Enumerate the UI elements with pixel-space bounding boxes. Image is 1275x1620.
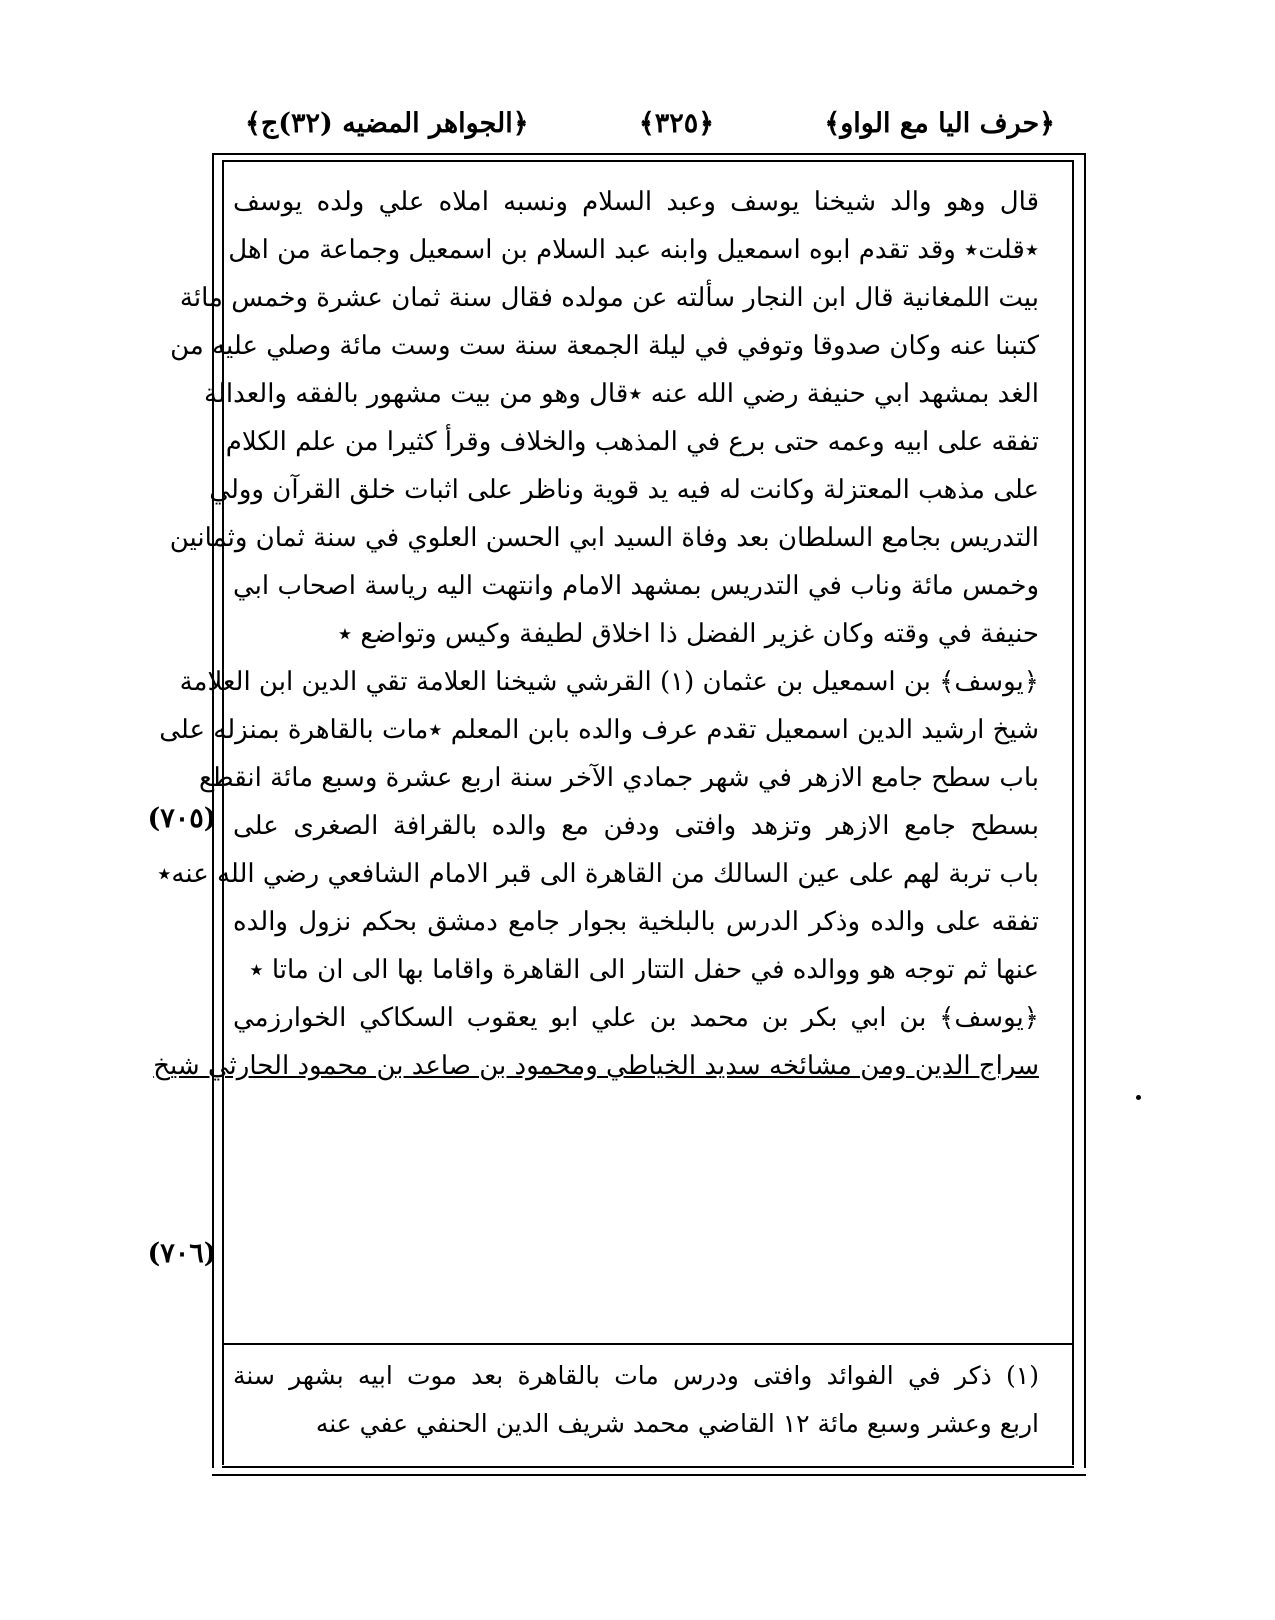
bottom-rule-outer — [212, 1474, 1086, 1476]
body-line: تفقه على والده وذكر الدرس بالبلخية بجوار جامع دمشق بحكم نزول والده — [233, 907, 1039, 937]
body-line: وخمس مائة وناب في التدريس بمشهد الامام وانتهت اليه رياسة اصحاب ابي — [233, 571, 1039, 601]
top-rule-outer — [212, 153, 1084, 155]
body-line: كتبنا عنه وكان صدوقا وتوفي في ليلة الجمعة سنة ست وست مائة وصلي عليه من — [170, 331, 1039, 361]
top-rule-inner — [222, 160, 1072, 162]
header-section-title: ﴿حرف اليا مع الواو﴾ — [824, 107, 1055, 139]
right-border-outer — [1084, 153, 1086, 1468]
footnote-line: اربع وعشر وسبع مائة ١٢ القاضي محمد شريف الدين الحنفي عفي عنه — [315, 1409, 1039, 1438]
body-line: بيت اللمغانية قال ابن النجار سألته عن مولده فقال سنة ثمان عشرة وخمس مائة — [179, 283, 1039, 313]
entry-number-706: (٧٠٦) — [147, 1238, 217, 1269]
body-line: باب سطح جامع الازهر في شهر جمادي الآخر سنة اربع عشرة وسبع مائة انقطع — [199, 763, 1039, 793]
body-line: قال وهو والد شيخنا يوسف وعبد السلام ونسبه املاه علي ولده يوسف — [233, 187, 1039, 217]
body-line: حنيفة في وقته وكان غزير الفضل ذا اخلاق لطيفة وكيس وتواضع ٭ — [337, 619, 1039, 649]
body-line: ٭قلت٭ وقد تقدم ابوه اسمعيل وابنه عبد السلام بن اسمعيل وجماعة من اهل — [228, 235, 1039, 265]
header-book-title: ﴿الجواهر المضيه (٣٢)ج﴾ — [245, 107, 529, 139]
footnote-separator — [222, 1343, 1074, 1345]
entry-number-705: (٧٠٥) — [147, 803, 217, 834]
body-line: عنها ثم توجه هو ووالده في حفل التتار الى القاهرة واقاما بها الى ان ماتا ٭ — [249, 955, 1039, 985]
entry-heading-line: ﴿يوسف﴾ بن اسمعيل بن عثمان (١) القرشي شيخنا العلامة تقي الدين ابن العلامة — [179, 667, 1039, 697]
body-line: باب تربة لهم على عين السالك من القاهرة الى قبر الامام الشافعي رضي الله عنه٭ — [157, 859, 1039, 889]
right-border-inner — [1072, 160, 1074, 1465]
ink-speck — [1136, 1095, 1141, 1100]
body-line: على مذهب المعتزلة وكانت له فيه يد قوية وناظر على اثبات خلق القرآن وولي — [209, 475, 1039, 505]
body-line: بسطح جامع الازهر وتزهد وافتى ودفن مع والده بالقرافة الصغرى على — [233, 811, 1039, 841]
header-page-number: ﴿٣٢٥﴾ — [638, 107, 715, 139]
body-line: الغد بمشهد ابي حنيفة رضي الله عنه ٭قال وهو من بيت مشهور بالفقه والعدالة — [204, 379, 1039, 409]
bottom-rule-inner — [222, 1466, 1074, 1468]
body-line: تفقه على ابيه وعمه حتى برع في المذهب والخلاف وقرأ كثيرا من علم الكلام — [225, 427, 1039, 457]
body-line: شيخ ارشيد الدين اسمعيل تقدم عرف والده بابن المعلم ٭مات بالقاهرة بمنزله على — [159, 715, 1039, 745]
page-header — [245, 96, 1055, 150]
body-line: التدريس بجامع السلطان بعد وفاة السيد ابي الحسن العلوي في سنة ثمان وثمانين — [169, 523, 1039, 553]
entry-heading-line: ﴿يوسف﴾ بن ابي بكر بن محمد بن علي ابو يعقوب السكاكي الخوارزمي — [233, 1003, 1039, 1033]
body-line: سراج الدين ومن مشائخه سديد الخياطي ومحمود بن صاعد بن محمود الحارثي شيخ — [153, 1051, 1039, 1081]
footnote-line: (١) ذكر في الفوائد وافتى ودرس مات بالقاهرة بعد موت ابيه بشهر سنة — [233, 1361, 1039, 1390]
